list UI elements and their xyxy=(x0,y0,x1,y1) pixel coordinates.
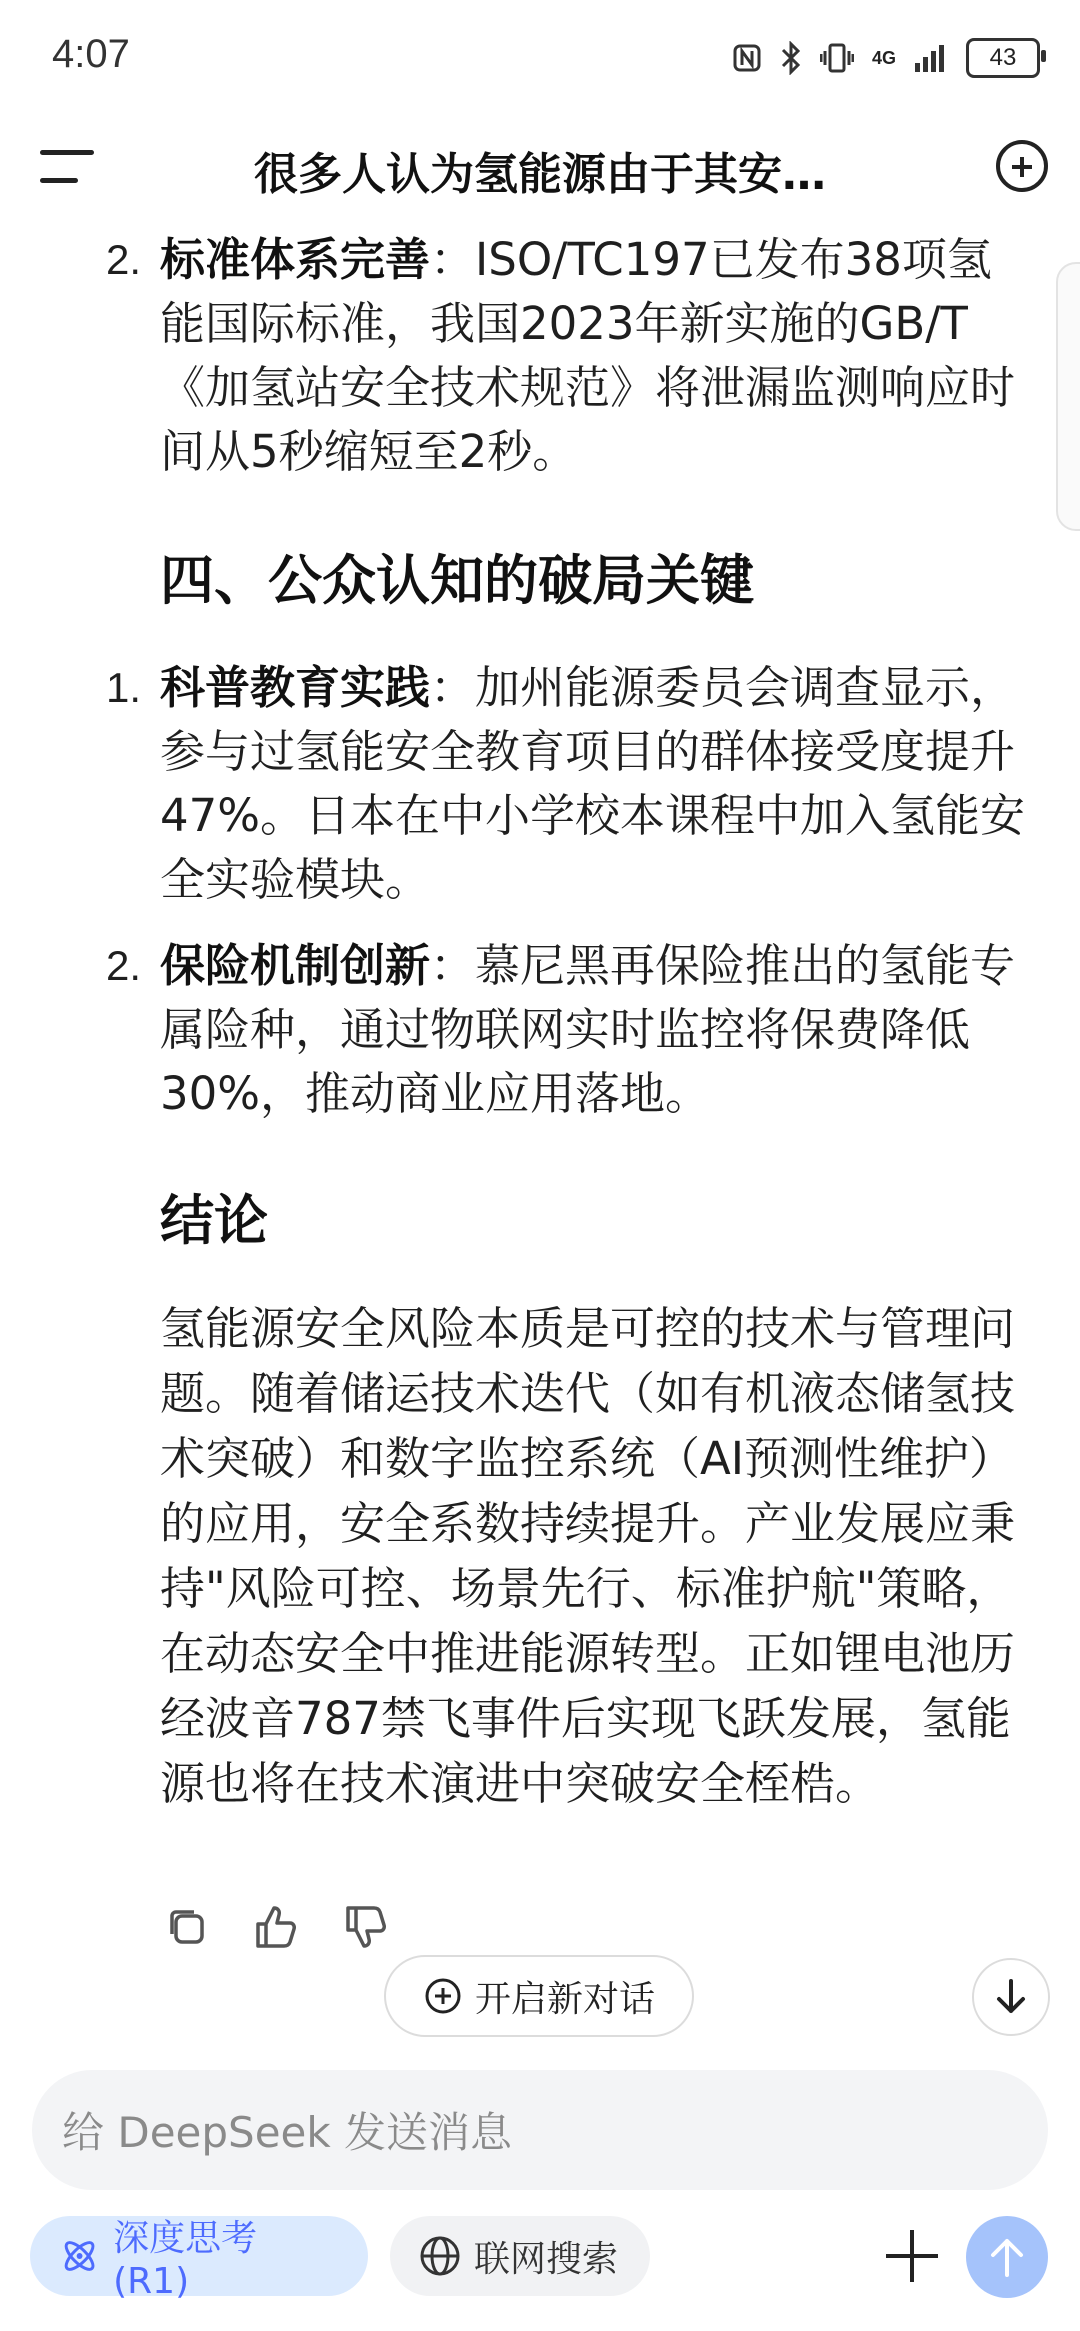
vibrate-icon xyxy=(820,43,854,73)
bluetooth-icon xyxy=(780,41,802,75)
new-chat-button[interactable] xyxy=(384,1955,694,2037)
send-button[interactable] xyxy=(966,2216,1048,2298)
nfc-icon xyxy=(732,43,762,73)
new-chat-icon xyxy=(423,1976,463,2016)
new-chat-label: 开启新对话 xyxy=(474,1978,655,2020)
scroll-indicator xyxy=(1056,262,1080,531)
conclusion-heading: 结论 xyxy=(160,1189,268,1252)
page-title: 很多人认为氢能源由于其安… xyxy=(254,149,826,200)
deep-think-toggle[interactable] xyxy=(30,2216,368,2302)
copy-icon[interactable] xyxy=(162,1902,212,1952)
conclusion-text: 氢能源安全风险本质是可控的技术与管理问题。随着储运技术迭代（如有机液态储氢技术突破）和数字监控系统（AI预测性维护）的应用，安全系数持续提升。产业发展应秉持"风险可控、场景先行、标准护航"策略，在动态安全中推进能源转型。正如锂电池历经波音787禁飞事件后实现飞跃发展，氢能源也将在技术演进中突破安全桎梏。 xyxy=(160,1302,1016,1810)
arrow-up-icon xyxy=(985,2235,1029,2279)
thumbs-up-icon[interactable] xyxy=(252,1902,302,1952)
list-number: 2. xyxy=(106,942,142,989)
deep-think-label: 深度思考 (R1) xyxy=(113,2218,258,2302)
attach-button[interactable] xyxy=(880,2224,944,2288)
list-number: 1. xyxy=(106,664,142,711)
message-input-placeholder: 给 DeepSeek 发送消息 xyxy=(62,2108,513,2157)
list-item-text: ：ISO/TC197已发布38项氢能国际标准，我国2023年新实施的GB/T《加氢站安全技术规范》将泄漏监测响应时间从5秒缩短至2秒。 xyxy=(160,233,1016,478)
atom-icon xyxy=(58,2234,101,2278)
list-number: 2. xyxy=(106,236,142,283)
list-item-text: ：慕尼黑再保险推出的氢能专属险种，通过物联网实时监控将保费降低30%，推动商业应用落地。 xyxy=(160,939,1016,1120)
web-search-label: 联网搜索 xyxy=(474,2238,619,2280)
status-time: 4:07 xyxy=(52,32,130,76)
web-search-toggle[interactable] xyxy=(390,2216,650,2296)
list-item xyxy=(106,228,1030,484)
thumbs-down-icon[interactable] xyxy=(342,1902,392,1952)
list-item xyxy=(106,656,1030,912)
list-item-title: 科普教育实践 xyxy=(160,661,431,714)
list-item-title: 保险机制创新 xyxy=(160,939,431,992)
scroll-down-button[interactable] xyxy=(972,1958,1050,2036)
list-item-title: 标准体系完善 xyxy=(160,233,431,286)
new-chat-icon[interactable] xyxy=(996,140,1048,192)
battery-icon xyxy=(966,38,1040,78)
menu-icon[interactable] xyxy=(40,150,94,186)
network-label: 4G xyxy=(871,47,896,68)
signal-icon xyxy=(914,43,948,73)
status-icons xyxy=(732,38,1040,78)
arrow-down-icon xyxy=(991,1977,1031,2017)
list-item-text: ：加州能源委员会调查显示，参与过氢能安全教育项目的群体接受度提升47%。日本在中小学校本课程中加入氢能安全实验模块。 xyxy=(160,661,1026,906)
message-input[interactable] xyxy=(32,2070,1048,2190)
section-heading: 四、公众认知的破局关键 xyxy=(160,549,754,612)
globe-icon xyxy=(418,2234,462,2278)
battery-level: 43 xyxy=(989,44,1017,71)
list-item xyxy=(106,934,1030,1126)
